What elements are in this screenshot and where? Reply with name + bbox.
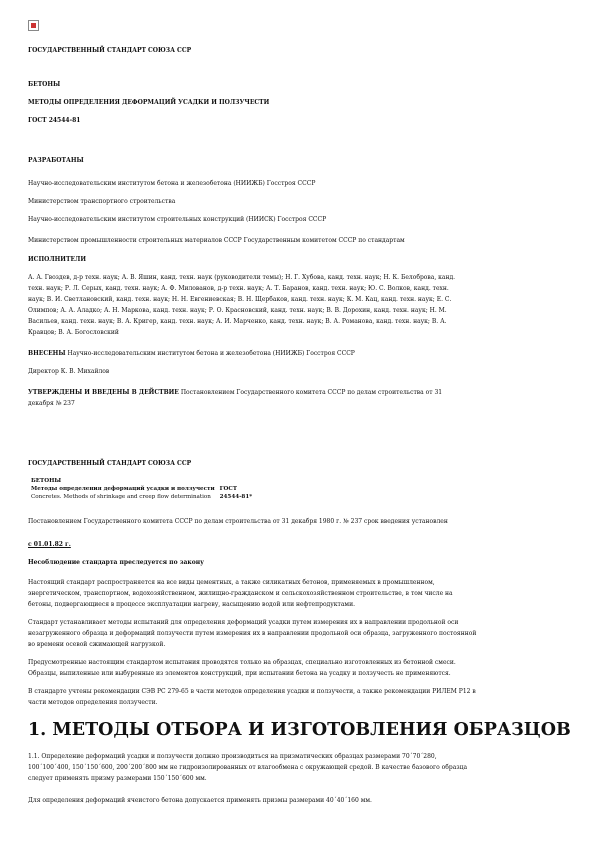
section-heading: 1. МЕТОДЫ ОТБОРА И ИЗГОТОВЛЕНИЯ ОБРАЗЦОВ	[28, 720, 571, 740]
recommendations-paragraph-line: В стандарте учтены рекомендации СЭВ РС 279-65 в части методов определения усадки и ползучести, а также рекомендации РИЛЕМ Р12 в	[28, 688, 476, 695]
section-paragraph-line: следует применять призму размерами 150´150´600 мм.	[28, 775, 207, 782]
executors-line: Кравцов; В. А. Богословский	[28, 329, 119, 336]
developed-org: Научно-исследовательским институтом строительных конструкций (НИИСК) Госстроя СССР	[28, 216, 327, 223]
executors-heading: ИСПОЛНИТЕЛИ	[28, 256, 86, 263]
recommendations-paragraph-line: части методов определения ползучести.	[28, 699, 158, 706]
approved-text-cont: декабря № 237	[28, 400, 75, 407]
executors-line: техн. наук; Р. Л. Серых, канд. техн. наук; А. Ф. Милованов, д-р техн. наук; А. Т. Баранов, канд. техн. наук; Ю. С. Волков, канд. техн.	[28, 285, 449, 292]
standard-title-line: ГОСУДАРСТВЕННЫЙ СТАНДАРТ СОЮЗА ССР	[28, 460, 192, 467]
standard-gost-label: ГОСТ	[219, 486, 237, 492]
approved-line	[28, 389, 442, 398]
section-paragraph-line: 100´100´400, 150´150´600, 200´200´800 мм не гидроизолированных от влагообмена с окружающей средой. В качестве базового образца	[28, 764, 468, 771]
standard-ru-title: Методы определения деформаций усадки и ползучести	[31, 486, 215, 492]
developed-org: Министерством транспортного строительства	[28, 198, 176, 205]
director-line: Директор К. В. Михайлов	[28, 368, 110, 375]
methods-paragraph-line: во времени осевой сжимающей нагрузкой.	[28, 641, 166, 648]
standard-info-cell	[28, 477, 217, 501]
samples-paragraph-line: Предусмотренные настоящим стандартом испытания проводятся только на образцах, специально изготовленных из бетонной смеси.	[28, 659, 456, 666]
scope-paragraph-line: энергетическом, транспортном, водохозяйственном, жилищно-гражданском и сельскохозяйственном строительстве, в том числе на	[28, 590, 453, 597]
header-category: БЕТОНЫ	[28, 81, 61, 88]
standard-category: БЕТОНЫ	[31, 478, 62, 484]
developed-heading: РАЗРАБОТАНЫ	[28, 157, 84, 164]
executors-line: наук; В. И. Светлановский, канд. техн. наук; Н. Н. Евгениевская; В. Н. Щербаков, канд. техн. наук; К. М. Кац, канд. техн. наук; Е. С.	[28, 296, 452, 303]
samples-paragraph-line: Образцы, выпиленные или выбуренные из элементов конструкций, при испытании бетона на усадку и ползучесть не применяются.	[28, 670, 451, 677]
developed-org: Научно-исследовательским институтом бетона и железобетона (НИИЖБ) Госстроя СССР	[28, 180, 316, 187]
section-paragraph-line: Для определения деформаций ячеистого бетона допускается применять призмы размерами 40´40´160 мм.	[28, 797, 372, 804]
broken-image-icon	[28, 20, 39, 31]
gost-number: ГОСТ 24544-81	[28, 117, 81, 124]
standard-code-cell	[217, 477, 255, 501]
standard-info-table	[28, 477, 254, 501]
executors-line: Васильев, канд. техн. наук; В. А. Кригер, канд. техн. наук; А. И. Марченко, канд. техн. наук; В. А. Романова, канд. техн. наук; В. А.	[28, 318, 447, 325]
standard-gost-code: 24544-81*	[219, 494, 253, 500]
approved-label: УТВЕРЖДЕНЫ И ВВЕДЕНЫ В ДЕЙСТВИЕ	[28, 389, 179, 396]
methods-paragraph-line: Стандарт устанавливает методы испытаний для определения деформаций усадки путем измерения их в направлении продольной оси	[28, 619, 459, 626]
effective-date: с 01.01.82 г.	[28, 541, 71, 548]
penalty-text: Несоблюдение стандарта преследуется по закону	[28, 559, 204, 566]
scope-paragraph-line: бетоны, подвергающиеся в процессе эксплуатации нагреву, насыщению водой или нефтепродуктами.	[28, 601, 355, 608]
introduced-line	[28, 350, 355, 359]
header-title-line: ГОСУДАРСТВЕННЫЙ СТАНДАРТ СОЮЗА ССР	[28, 47, 192, 54]
scope-paragraph-line: Настоящий стандарт распространяется на все виды цементных, а также силикатных бетонов, применяемых в промышленном,	[28, 579, 435, 586]
executors-line: Олимпов; А. А. Аладко; А. Н. Маркова, канд. техн. наук; Р. О. Красновский, канд. техн. наук; В. В. Дорохин, канд. техн. наук; Н. М.	[28, 307, 447, 314]
introduced-label: ВНЕСЕНЫ	[28, 350, 66, 357]
standard-en-title: Concretes. Methods of shrinkage and creep flow determination	[31, 494, 211, 500]
introduced-text: Научно-исследовательским институтом бетона и железобетона (НИИЖБ) Госстроя СССР	[67, 350, 355, 357]
methods-paragraph-line: незагруженного образца и деформаций ползучести путем измерения их в направлении продольной оси образца, загруженного постоянной	[28, 630, 477, 637]
approved-text: Постановлением Государственного комитета СССР по делам строительства от 31	[180, 389, 443, 396]
developed-org: Министерством промышленности строительных материалов СССР Государственным комитетом СССР по стандартам	[28, 237, 405, 244]
doc-title: МЕТОДЫ ОПРЕДЕЛЕНИЯ ДЕФОРМАЦИЙ УСАДКИ И ПОЛЗУЧЕСТИ	[28, 99, 270, 106]
decree-text: Постановлением Государственного комитета СССР по делам строительства от 31 декабря 1980 г. № 237 срок введения установлен	[28, 518, 448, 525]
executors-line: А. А. Гвоздев, д-р техн. наук; А. В. Яшин, канд. техн. наук (руководители темы); Н. Г. Хубова, канд. техн. наук; Н. К. Белоброва, канд.	[28, 274, 456, 281]
section-paragraph-line: 1.1. Определение деформаций усадки и ползучести должно производиться на призматических образцах размерами 70´70´280,	[28, 753, 437, 760]
